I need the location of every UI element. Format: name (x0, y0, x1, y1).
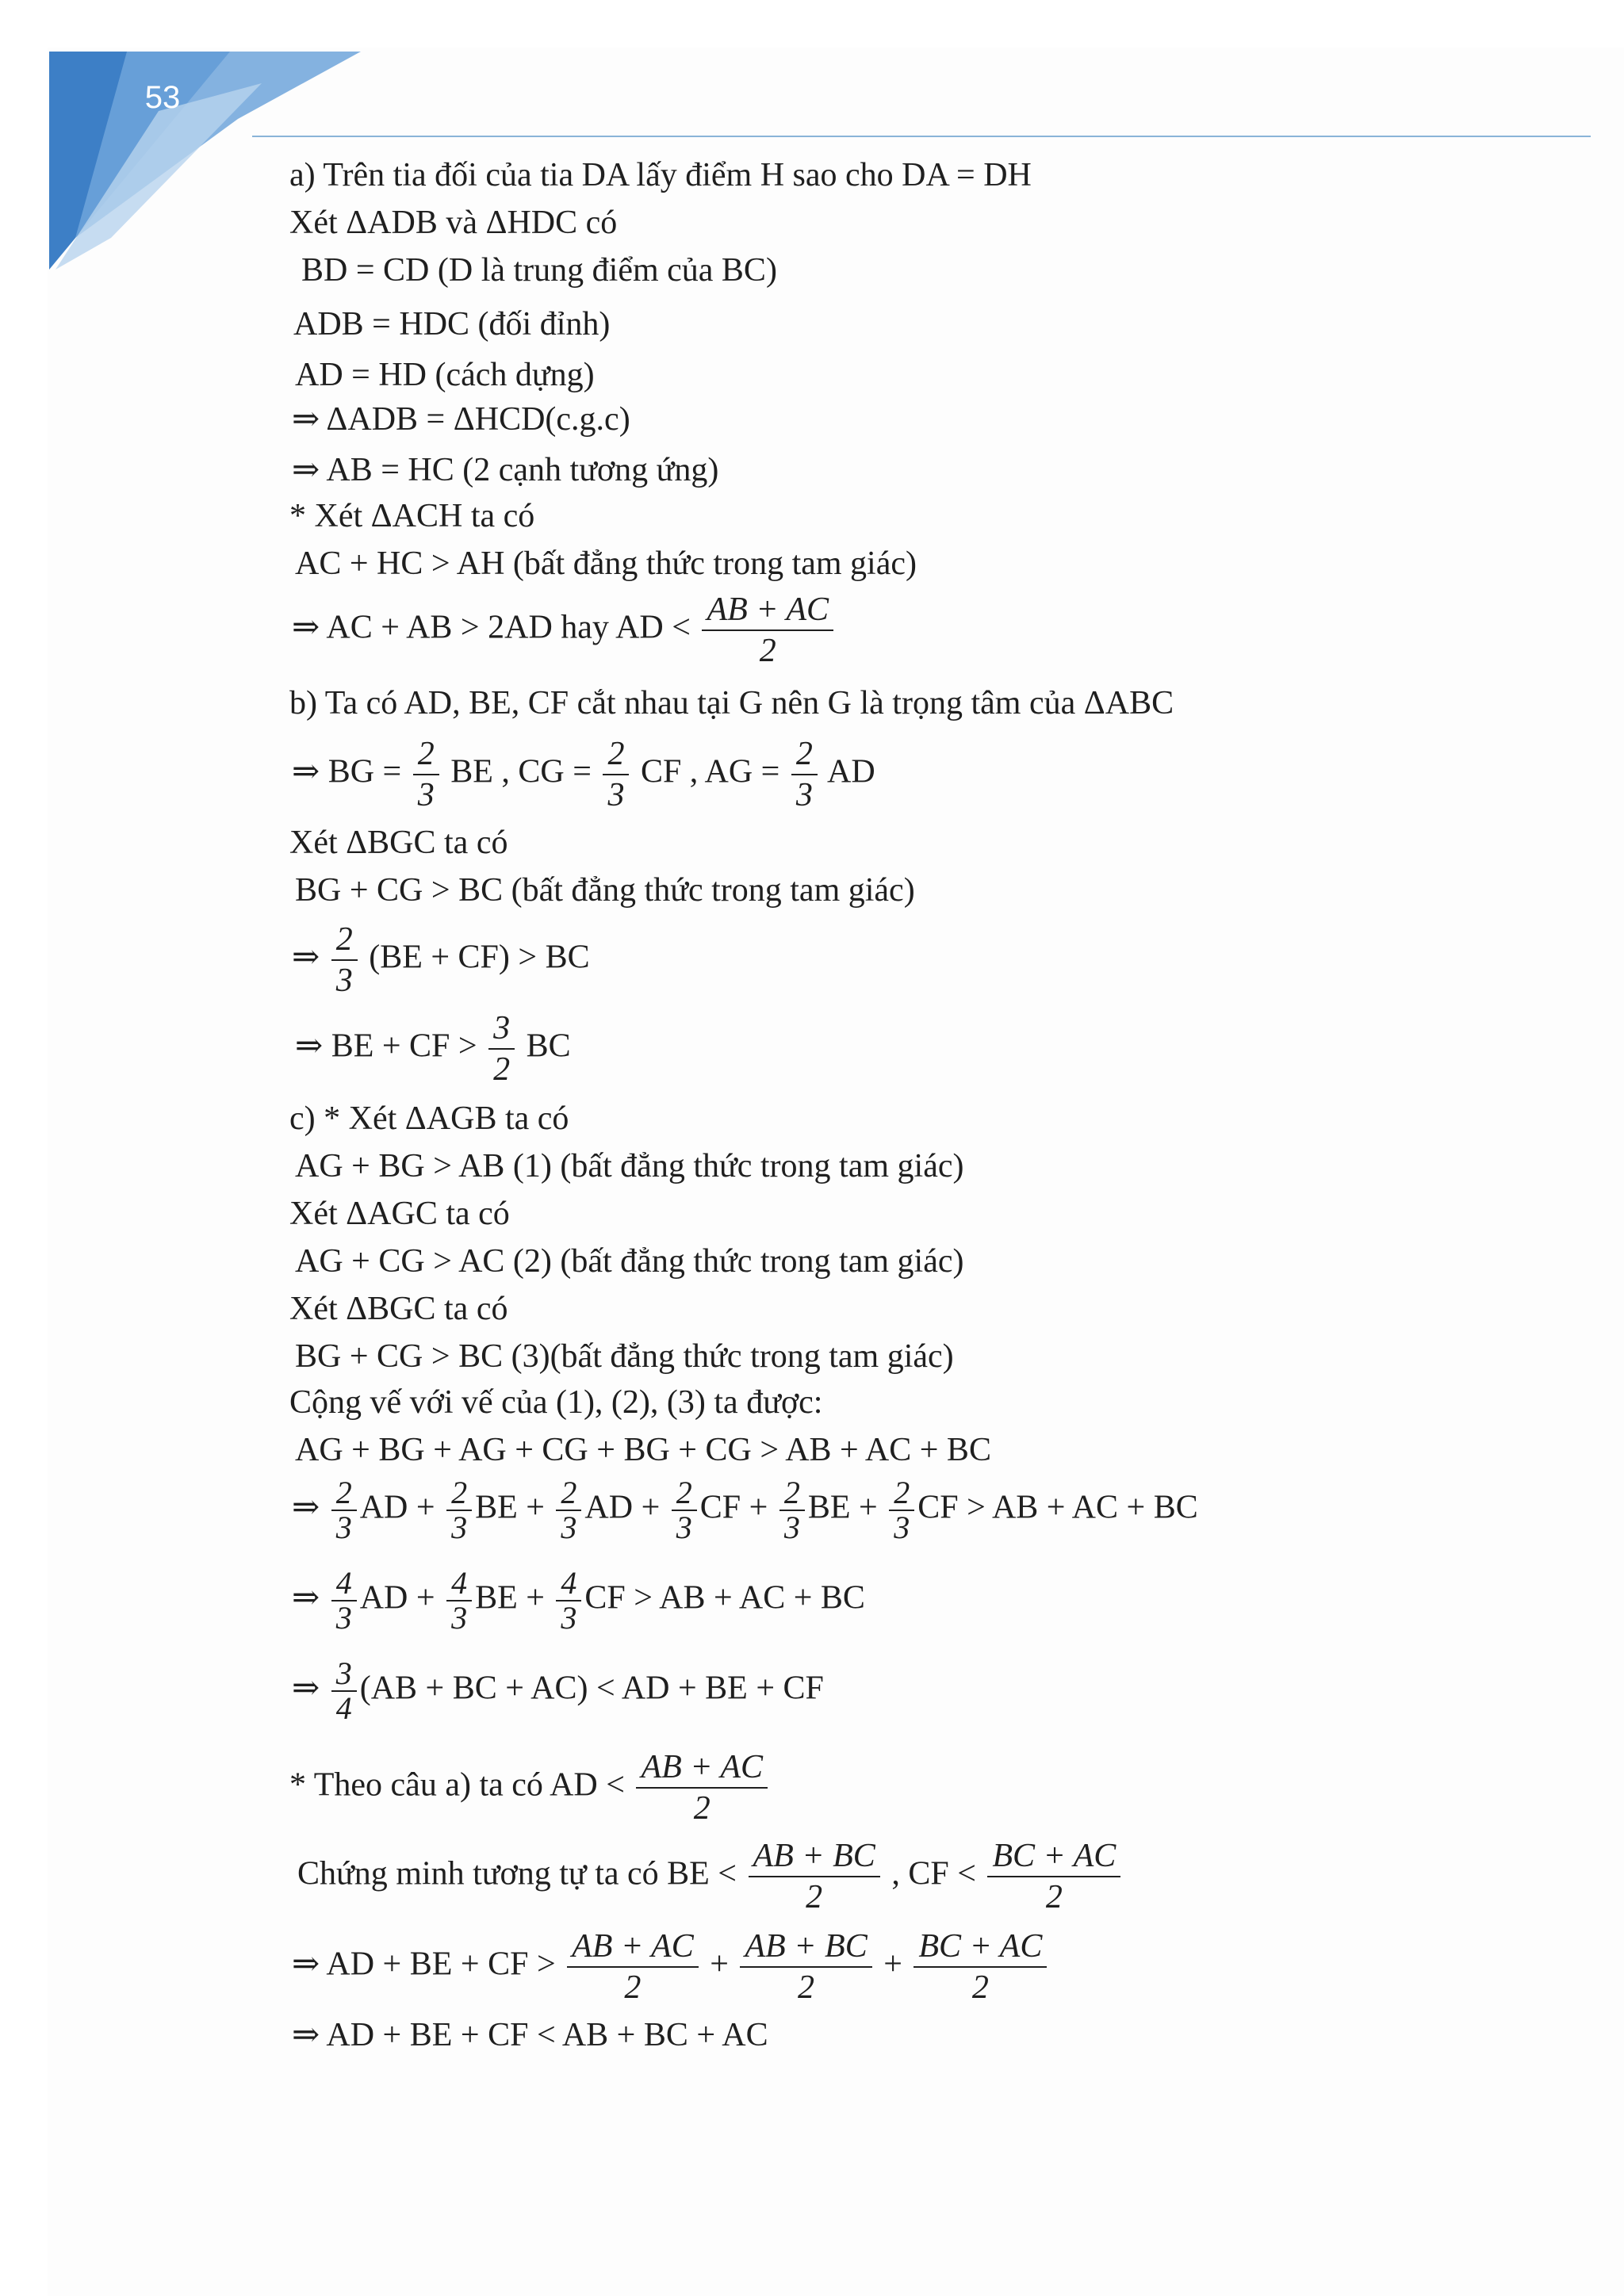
line-ad-hd: AD = HD (cách dựng) (295, 357, 595, 393)
line-recall-part-a (289, 1747, 771, 1828)
fraction (740, 1927, 871, 2007)
line-two-thirds-sum (292, 920, 590, 1001)
numerator: AB + AC (702, 590, 833, 631)
term: BE + (475, 1579, 545, 1617)
line-consider-agc: Xét ΔAGC ta có (289, 1196, 510, 1232)
fraction (488, 1008, 515, 1089)
denominator: 2 (759, 633, 776, 669)
fraction (914, 1927, 1047, 2007)
ratio-text: ⇒ BG = (292, 753, 402, 790)
numerator: 2 (556, 1476, 581, 1511)
fraction (331, 1567, 357, 1635)
numerator: 4 (556, 1567, 581, 1601)
term: (AB + BC + AC) < AD + BE + CF (359, 1670, 824, 1707)
numerator: AB + AC (636, 1747, 768, 1789)
denominator: 2 (971, 1969, 989, 2006)
fraction (702, 590, 833, 671)
term: CF > AB + AC + BC (584, 1579, 865, 1617)
fraction (446, 1567, 472, 1635)
denominator: 3 (561, 1510, 577, 1545)
line-bd-cd: BD = CD (D là trung điểm của BC) (301, 252, 777, 289)
line-substituted-sum (292, 1476, 1198, 1544)
line-congruent: ⇒ ΔADB = ΔHCD(c.g.c) (292, 401, 630, 438)
plus-sign: + (883, 1946, 902, 1983)
line-be-cf-bound (295, 1008, 571, 1089)
ad-bound-text: ⇒ AC + AB > 2AD hay AD < (292, 609, 691, 646)
denominator: 3 (335, 962, 353, 999)
ratio-text: CF , AG = (640, 753, 780, 790)
term: AD + (359, 1579, 435, 1617)
combined-text: ⇒ AD + BE + CF > (292, 1946, 556, 1983)
denominator: 3 (561, 1600, 577, 1636)
numerator: 2 (603, 734, 629, 775)
fraction (331, 1476, 357, 1544)
fraction (889, 1476, 914, 1544)
term: BE + (475, 1489, 545, 1526)
numerator: 2 (889, 1476, 914, 1511)
line-consider-bgc-2: Xét ΔBGC ta có (289, 1291, 508, 1327)
numerator: 2 (413, 734, 439, 775)
line-final-result: ⇒ AD + BE + CF < AB + BC + AC (292, 2017, 768, 2053)
denominator: 3 (783, 1510, 800, 1545)
recall-text: * Theo câu a) ta có AD < (289, 1766, 625, 1804)
fraction (791, 734, 818, 815)
line-ab-hc: ⇒ AB = HC (2 cạnh tương ứng) (292, 452, 719, 488)
page-number: 53 (144, 80, 181, 115)
numerator: 4 (446, 1567, 472, 1601)
line-consider-triangles: Xét ΔADB và ΔHDC có (289, 205, 618, 241)
line-vertical-angles: ADB = HDC (đối đỉnh) (293, 306, 611, 342)
denominator: 2 (1045, 1879, 1063, 1915)
denominator: 2 (493, 1051, 511, 1088)
numerator: AB + BC (749, 1836, 880, 1877)
arrow: ⇒ (292, 1670, 320, 1707)
fraction (987, 1836, 1120, 1917)
similar-text: Chứng minh tương tự ta có BE < (297, 1855, 737, 1892)
numerator: AB + AC (567, 1927, 699, 1968)
denominator: 2 (693, 1790, 710, 1827)
arrow: ⇒ (292, 1579, 320, 1617)
line-four-thirds-sum (292, 1567, 865, 1635)
line-centroid-ratios (292, 734, 875, 815)
ratio-text: BE , CG = (450, 753, 592, 790)
line-part-a-setup: a) Trên tia đối của tia DA lấy điểm H sao cho DA = DH (289, 157, 1032, 193)
numerator: 2 (779, 1476, 805, 1511)
numerator: 3 (331, 1657, 357, 1692)
numerator: 2 (791, 734, 818, 775)
denominator: 3 (607, 777, 625, 813)
line-similar-proof (297, 1836, 1124, 1917)
fraction (556, 1476, 581, 1544)
numerator: 2 (331, 1476, 357, 1511)
denominator: 3 (417, 777, 435, 813)
denominator: 3 (795, 777, 813, 813)
similar-text: , CF < (891, 1855, 976, 1892)
line-sum-inequality: AG + BG + AG + CG + BG + CG > AB + AC + BC (295, 1432, 991, 1468)
fraction (556, 1567, 581, 1635)
numerator: 2 (446, 1476, 472, 1511)
denominator: 3 (335, 1510, 352, 1545)
denominator: 3 (451, 1600, 468, 1636)
fraction (446, 1476, 472, 1544)
fraction (331, 1657, 357, 1725)
term: CF > AB + AC + BC (917, 1489, 1198, 1526)
numerator: 4 (331, 1567, 357, 1601)
denominator: 2 (798, 1969, 815, 2006)
plus-sign: + (710, 1946, 729, 1983)
numerator: BC + AC (987, 1836, 1120, 1877)
fraction (603, 734, 629, 815)
line-consider-ach: * Xét ΔACH ta có (289, 498, 535, 534)
line-add-inequalities: Cộng vế với vế của (1), (2), (3) ta được: (289, 1384, 823, 1421)
fraction (672, 1476, 697, 1544)
fraction (331, 920, 358, 1001)
numerator: 2 (331, 920, 358, 961)
line-part-b-centroid: b) Ta có AD, BE, CF cắt nhau tại G nên G là trọng tâm của ΔABC (289, 685, 1174, 721)
denominator: 3 (335, 1600, 352, 1636)
bound-text: BC (526, 1027, 571, 1065)
line-consider-bgc: Xét ΔBGC ta có (289, 825, 508, 861)
denominator: 3 (451, 1510, 468, 1545)
fraction (779, 1476, 805, 1544)
fraction (636, 1747, 768, 1828)
term: CF + (699, 1489, 768, 1526)
numerator: 3 (488, 1008, 515, 1050)
line-inequality-1: AG + BG > AB (1) (bất đẳng thức trong tam giác) (295, 1148, 964, 1184)
line-inequality-3: BG + CG > BC (3)(bất đẳng thức trong tam giác) (295, 1338, 954, 1375)
arrow: ⇒ (292, 1489, 320, 1526)
fraction (749, 1836, 880, 1917)
line-combined-bound (292, 1927, 1050, 2007)
term: BE + (807, 1489, 878, 1526)
line-triangle-inequality-bgc: BG + CG > BC (bất đẳng thức trong tam giác) (295, 872, 915, 909)
sum-text: (BE + CF) > BC (369, 939, 590, 976)
line-triangle-inequality-ach: AC + HC > AH (bất đẳng thức trong tam giác) (295, 545, 917, 582)
fraction (413, 734, 439, 815)
denominator: 2 (624, 1969, 642, 2006)
line-part-c-agb: c) * Xét ΔAGB ta có (289, 1100, 569, 1137)
denominator: 4 (335, 1690, 352, 1726)
bound-text: ⇒ BE + CF > (295, 1027, 477, 1065)
term: AD + (359, 1489, 435, 1526)
numerator: 2 (672, 1476, 697, 1511)
line-three-quarters (292, 1657, 824, 1725)
denominator: 2 (806, 1879, 823, 1915)
fraction (567, 1927, 699, 2007)
line-ad-bound (292, 590, 837, 671)
numerator: BC + AC (914, 1927, 1047, 1968)
ratio-text: AD (827, 753, 875, 790)
arrow: ⇒ (292, 939, 320, 976)
line-inequality-2: AG + CG > AC (2) (bất đẳng thức trong tam giác) (295, 1243, 964, 1280)
denominator: 3 (676, 1510, 692, 1545)
term: AD + (584, 1489, 661, 1526)
denominator: 3 (894, 1510, 910, 1545)
numerator: AB + BC (740, 1927, 871, 1968)
